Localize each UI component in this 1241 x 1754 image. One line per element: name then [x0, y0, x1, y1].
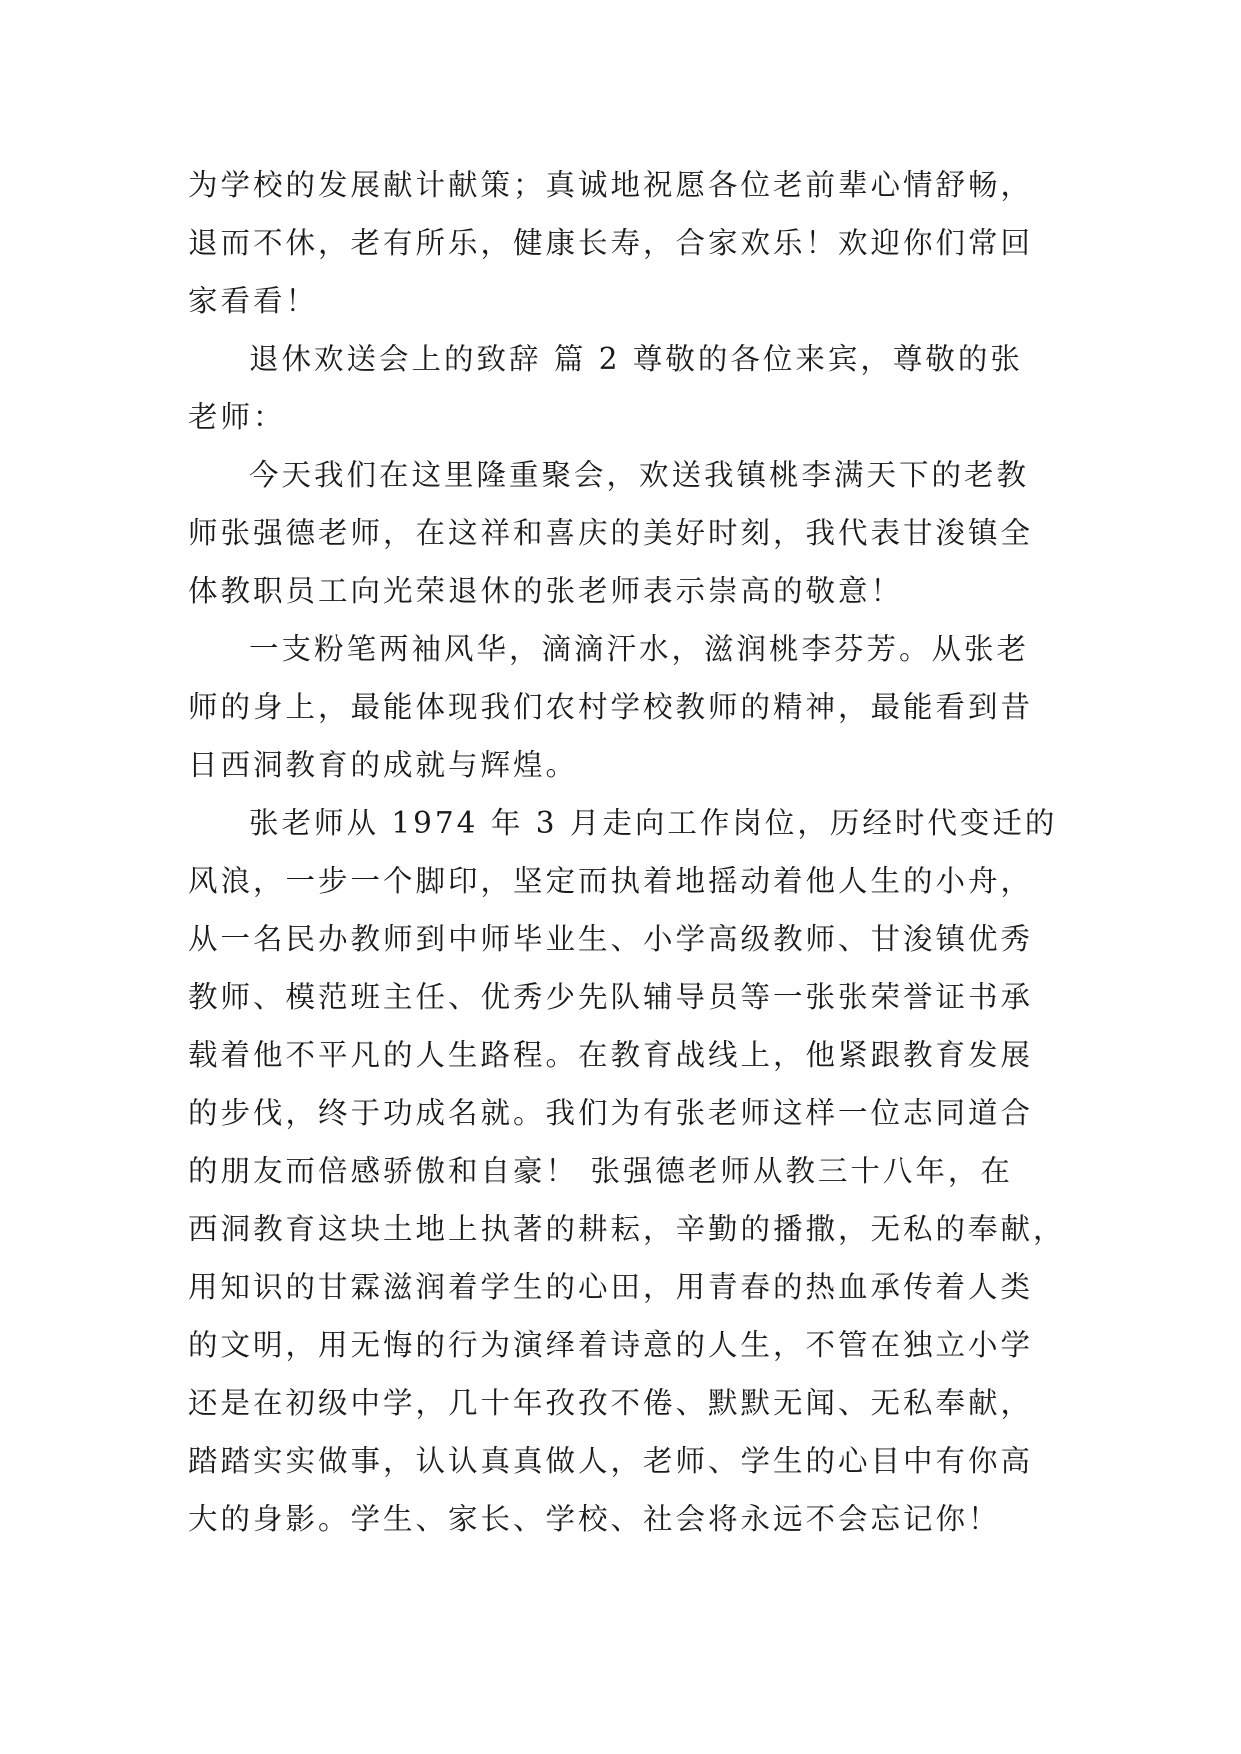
text-line: 师张强德老师，在这祥和喜庆的美好时刻，我代表甘浚镇全 [188, 516, 1034, 550]
text-line: 张老师从 1974 年 3 月走向工作岗位，历经时代变迁的 [249, 806, 1058, 840]
text-line: 踏踏实实做事，认认真真做人，老师、学生的心目中有你高 [188, 1444, 1034, 1478]
text-line: 老师： [188, 400, 286, 434]
document-body [188, 156, 1066, 1548]
text-line: 载着他不平凡的人生路程。在教育战线上，他紧跟教育发展 [188, 1038, 1034, 1072]
text-line: 体教职员工向光荣退休的张老师表示崇高的敬意！ [188, 574, 904, 608]
text-line: 为学校的发展献计献策；真诚地祝愿各位老前辈心情舒畅， [188, 168, 1034, 202]
text-line: 一支粉笔两袖风华，滴滴汗水，滋润桃李芬芳。从张老 [249, 632, 1030, 666]
text-line: 日西洞教育的成就与辉煌。 [188, 748, 579, 782]
text-line: 风浪，一步一个脚印，坚定而执着地摇动着他人生的小舟， [188, 864, 1034, 898]
text-line: 从一名民办教师到中师毕业生、小学高级教师、甘浚镇优秀 [188, 922, 1034, 956]
text-line: 的步伐，终于功成名就。我们为有张老师这样一位志同道合 [188, 1096, 1034, 1130]
text-line: 的朋友而倍感骄傲和自豪！ 张强德老师从教三十八年，在 [188, 1154, 1013, 1188]
text-line: 大的身影。学生、家长、学校、社会将永远不会忘记你！ [188, 1502, 1001, 1536]
text-line: 西洞教育这块土地上执著的耕耘，辛勤的播撒，无私的奉献， [188, 1212, 1066, 1246]
text-line: 退休欢送会上的致辞 篇 2 尊敬的各位来宾，尊敬的张 [249, 342, 1023, 376]
text-line: 今天我们在这里隆重聚会，欢送我镇桃李满天下的老教 [249, 458, 1030, 492]
text-line: 的文明，用无悔的行为演绎着诗意的人生，不管在独立小学 [188, 1328, 1034, 1362]
text-line: 还是在初级中学，几十年孜孜不倦、默默无闻、无私奉献， [188, 1386, 1034, 1420]
text-line: 家看看！ [188, 284, 319, 318]
text-line: 师的身上，最能体现我们农村学校教师的精神，最能看到昔 [188, 690, 1034, 724]
text-line: 用知识的甘霖滋润着学生的心田，用青春的热血承传着人类 [188, 1270, 1034, 1304]
text-line: 教师、模范班主任、优秀少先队辅导员等一张张荣誉证书承 [188, 980, 1034, 1014]
text-line: 退而不休，老有所乐，健康长寿，合家欢乐！欢迎你们常回 [188, 226, 1034, 260]
